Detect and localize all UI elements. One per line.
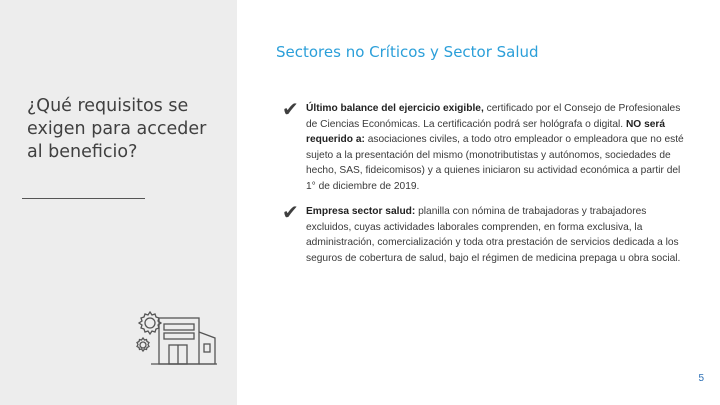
page-number: 5 bbox=[698, 373, 704, 384]
requirement-lead: Último balance del ejercicio exigible, bbox=[306, 103, 484, 114]
check-mark-icon: ✔ bbox=[282, 200, 299, 224]
requirement-body-continued: asociaciones civiles, a todo otro empleador o empleadora que no esté sujeto a la presentación del mismo (monotributistas y autónomos, sociedades de hecho, SAS, fideicomisos) y a quienes iniciaron su actividad económica a partir del 1° de diciembre de 2019. bbox=[306, 134, 684, 192]
requirement-text bbox=[306, 101, 686, 195]
requirement-body: certificado por el Consejo de Profesionales de Ciencias Económicas. La certificación podrá ser hológrafa o digital. bbox=[306, 103, 681, 130]
divider-line bbox=[22, 198, 145, 199]
requirement-lead: Empresa sector salud: bbox=[306, 206, 416, 217]
left-panel bbox=[0, 0, 237, 405]
check-mark-icon: ✔ bbox=[282, 97, 299, 121]
requirement-body: planilla con nómina de trabajadoras y trabajadores excluidos, cuyas actividades laborales comprenden, en forma exclusiva, la administración, comercialización y toda otra prestación de servicios dedicada a los seguros de cobertura de salud, bajo el régimen de medicina prepaga u obra social. bbox=[306, 206, 681, 264]
building-gear-icon bbox=[133, 308, 217, 368]
section-title: Sectores no Críticos y Sector Salud bbox=[276, 43, 539, 61]
question-heading: ¿Qué requisitos se exigen para acceder al beneficio? bbox=[27, 96, 207, 162]
requirement-emphasis: NO será requerido a: bbox=[306, 118, 666, 146]
requirement-text bbox=[306, 204, 686, 266]
